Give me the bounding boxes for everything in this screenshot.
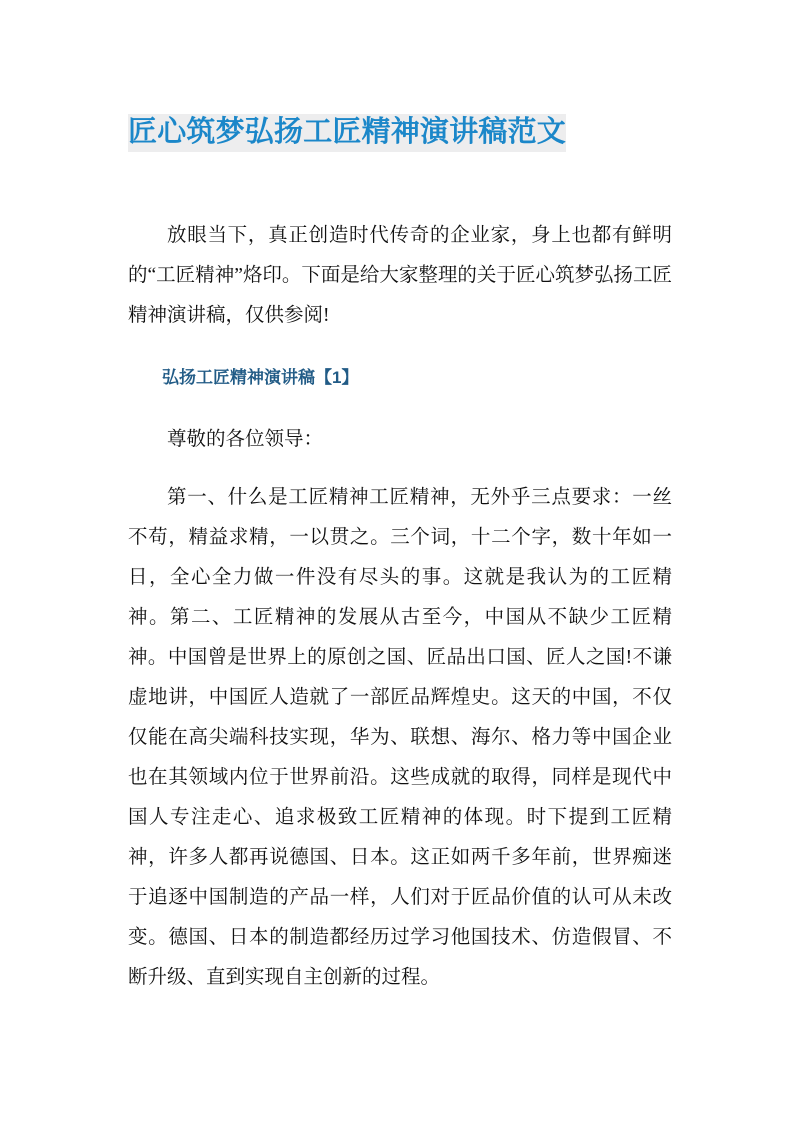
salutation: 尊敬的各位领导： — [167, 429, 324, 450]
page-title — [128, 104, 672, 160]
title-block — [128, 0, 672, 160]
body-paragraph: 第一、什么是工匠精神工匠精神，无外乎三点要求：一丝不苟，精益求精，一以贯之。三个词，十二个字，数十年如一日，全心全力做一件没有尽头的事。这就是我认为的工匠精神。第二、工匠精神的发展从古至今，中国从不缺少工匠精神。中国曾是世界上的原创之国、匠品出口国、匠人之国!不谦虚地讲，中国匠人造就了一部匠品辉煌史。这天的中国，不仅仅能在高尖端科技实现，华为、联想、海尔、格力等中国企业也在其领域内位于世界前沿。这些成就的取得，同样是现代中国人专注走心、追求极致工匠精神的体现。时下提到工匠精神，许多人都再说德国、日本。这正如两千多年前，世界痴迷于追逐中国制造的产品一样，人们对于匠品价值的认可从未改变。德国、日本的制造都经历过学习他国技术、仿造假冒、不断升级、直到实现自主创新的过程。 — [128, 487, 672, 988]
spacer-after-salutation — [128, 460, 672, 478]
page-title-text: 匠心筑梦弘扬工匠精神演讲稿范文 — [128, 114, 566, 152]
spacer-before-intro — [128, 160, 672, 216]
intro-paragraph: 放眼当下，真正创造时代传奇的企业家，身上也都有鲜明的“工匠精神”烙印。下面是给大家整理的关于匠心筑梦弘扬工匠精神演讲稿，仅供参阅! — [128, 225, 672, 326]
spacer-after-intro — [128, 336, 672, 358]
document-content — [128, 0, 672, 998]
section-heading: 弘扬工匠精神演讲稿【1】 — [162, 368, 359, 387]
spacer-after-heading — [128, 398, 672, 420]
